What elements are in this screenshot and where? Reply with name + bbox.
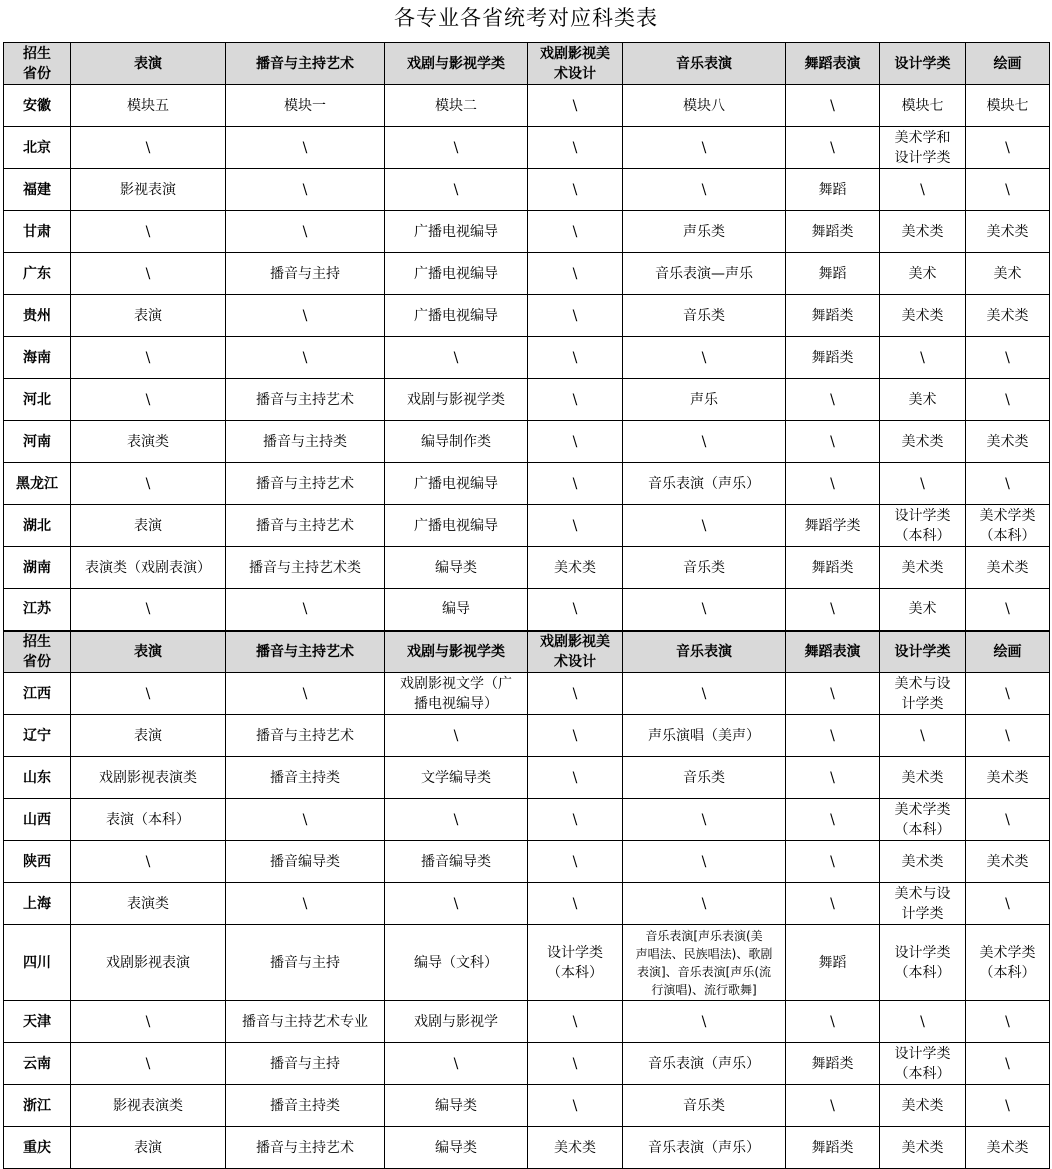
province-cell: 江西: [4, 673, 71, 715]
table-cell: 美术类: [966, 547, 1050, 589]
province-cell: 安徽: [4, 85, 71, 127]
table-cell: 广播电视编导: [385, 253, 528, 295]
table-cell: \: [528, 127, 623, 169]
table-cell: \: [786, 883, 880, 925]
table-cell: 美术类: [528, 547, 623, 589]
table-cell: 美术类: [966, 211, 1050, 253]
table-cell: \: [385, 883, 528, 925]
table-cell: 编导: [385, 589, 528, 631]
table-cell: \: [226, 127, 385, 169]
table-cell: \: [966, 1085, 1050, 1127]
table-cell: \: [71, 337, 226, 379]
header-cell: 播音与主持艺术: [226, 631, 385, 673]
table-cell: \: [623, 127, 786, 169]
table-cell: \: [966, 799, 1050, 841]
table-cell: \: [623, 589, 786, 631]
table-section-1: [4, 43, 1050, 631]
table-cell: \: [71, 211, 226, 253]
table-cell: \: [528, 589, 623, 631]
table-cell: \: [385, 169, 528, 211]
table-cell: 表演: [71, 715, 226, 757]
table-cell: 播音与主持艺术: [226, 505, 385, 547]
table-cell: 舞蹈类: [786, 211, 880, 253]
province-cell: 山东: [4, 757, 71, 799]
table-cell: 音乐表演（声乐）: [623, 1127, 786, 1169]
table-row: [4, 85, 1050, 127]
table-cell: \: [71, 253, 226, 295]
table-row: [4, 505, 1050, 547]
table-row: [4, 1043, 1050, 1085]
table-cell: \: [528, 1001, 623, 1043]
table-cell: \: [528, 211, 623, 253]
table-section-2: [4, 631, 1050, 1169]
table-cell: 美术类: [966, 757, 1050, 799]
table-cell: 美术类: [880, 1085, 966, 1127]
table-cell: \: [71, 127, 226, 169]
table-cell: 美术类: [966, 1127, 1050, 1169]
table-cell: 播音与主持艺术: [226, 463, 385, 505]
table-cell: 播音与主持艺术: [226, 379, 385, 421]
table-cell: 音乐表演（声乐）: [623, 1043, 786, 1085]
table-cell: 美术与设 计学类: [880, 673, 966, 715]
province-cell: 黑龙江: [4, 463, 71, 505]
table-row: [4, 799, 1050, 841]
table-cell: 模块七: [880, 85, 966, 127]
table-cell: \: [528, 463, 623, 505]
header-row: [4, 631, 1050, 673]
province-cell: 重庆: [4, 1127, 71, 1169]
table-cell: 编导类: [385, 1127, 528, 1169]
table-row: [4, 925, 1050, 1001]
header-cell-province: 招生 省份: [4, 43, 71, 85]
table-cell: \: [226, 589, 385, 631]
table-cell: \: [528, 421, 623, 463]
header-cell: 设计学类: [880, 631, 966, 673]
table-cell: \: [786, 841, 880, 883]
province-cell: 陕西: [4, 841, 71, 883]
table-cell: 文学编导类: [385, 757, 528, 799]
table-cell: \: [226, 211, 385, 253]
subject-category-table: [3, 42, 1050, 1169]
table-row: [4, 211, 1050, 253]
table-cell: 编导（文科）: [385, 925, 528, 1001]
table-cell: \: [528, 1085, 623, 1127]
table-cell: \: [786, 463, 880, 505]
table-cell: 美术学类 （本科）: [966, 925, 1050, 1001]
table-cell: \: [528, 379, 623, 421]
table-row: [4, 379, 1050, 421]
table-cell: 编导类: [385, 1085, 528, 1127]
table-cell: 美术类: [966, 421, 1050, 463]
table-cell: \: [623, 337, 786, 379]
table-cell: 美术类: [880, 841, 966, 883]
province-cell: 河北: [4, 379, 71, 421]
table-cell: 设计学类 （本科）: [880, 1043, 966, 1085]
table-cell: 播音与主持: [226, 925, 385, 1001]
table-cell: 播音与主持艺术: [226, 715, 385, 757]
table-cell: 广播电视编导: [385, 463, 528, 505]
table-cell: \: [528, 883, 623, 925]
table-cell: 戏剧影视文学（广 播电视编导）: [385, 673, 528, 715]
table-row: [4, 463, 1050, 505]
table-cell: 广播电视编导: [385, 211, 528, 253]
table-cell: \: [623, 673, 786, 715]
table-cell: 编导制作类: [385, 421, 528, 463]
table-cell: 美术: [966, 253, 1050, 295]
header-cell: 戏剧影视美 术设计: [528, 631, 623, 673]
header-row: [4, 43, 1050, 85]
table-cell: \: [71, 1043, 226, 1085]
table-cell: 美术学类 （本科）: [966, 505, 1050, 547]
table-cell: \: [966, 589, 1050, 631]
table-cell: \: [71, 589, 226, 631]
table-cell: \: [966, 1001, 1050, 1043]
header-cell: 舞蹈表演: [786, 631, 880, 673]
table-cell: \: [966, 883, 1050, 925]
table-row: [4, 841, 1050, 883]
table-cell: \: [528, 673, 623, 715]
table-cell: 音乐类: [623, 547, 786, 589]
table-cell: 模块七: [966, 85, 1050, 127]
province-cell: 山西: [4, 799, 71, 841]
table-cell: \: [786, 757, 880, 799]
table-cell: 舞蹈类: [786, 1127, 880, 1169]
table-cell: \: [966, 1043, 1050, 1085]
table-cell: 美术类: [528, 1127, 623, 1169]
table-cell: 播音主持类: [226, 1085, 385, 1127]
table-row: [4, 127, 1050, 169]
table-cell: \: [623, 799, 786, 841]
table-cell: \: [528, 505, 623, 547]
table-cell: 表演: [71, 295, 226, 337]
table-cell: \: [528, 799, 623, 841]
header-cell: 戏剧与影视学类: [385, 631, 528, 673]
table-row: [4, 1127, 1050, 1169]
table-cell: 音乐表演—声乐: [623, 253, 786, 295]
table-cell: 美术: [880, 253, 966, 295]
table-row: [4, 673, 1050, 715]
table-cell: 设计学类 （本科）: [880, 925, 966, 1001]
table-cell: \: [786, 127, 880, 169]
table-row: [4, 169, 1050, 211]
table-cell: \: [528, 337, 623, 379]
table-cell: 舞蹈类: [786, 337, 880, 379]
table-cell: \: [528, 295, 623, 337]
table-row: [4, 253, 1050, 295]
table-cell: \: [880, 1001, 966, 1043]
table-cell: \: [623, 505, 786, 547]
table-cell: \: [966, 463, 1050, 505]
province-cell: 云南: [4, 1043, 71, 1085]
table-row: [4, 337, 1050, 379]
table-cell: \: [786, 421, 880, 463]
table-cell: \: [786, 715, 880, 757]
table-row: [4, 757, 1050, 799]
table-cell: 美术: [880, 589, 966, 631]
table-row: [4, 295, 1050, 337]
table-cell: \: [71, 463, 226, 505]
table-row: [4, 1085, 1050, 1127]
province-cell: 广东: [4, 253, 71, 295]
table-cell: 播音与主持: [226, 253, 385, 295]
table-cell: 设计学类 （本科）: [880, 505, 966, 547]
table-cell: \: [71, 1001, 226, 1043]
header-cell: 绘画: [966, 43, 1050, 85]
province-cell: 天津: [4, 1001, 71, 1043]
header-cell: 绘画: [966, 631, 1050, 673]
table-cell: \: [528, 1043, 623, 1085]
table-cell: \: [226, 883, 385, 925]
table-cell: \: [966, 169, 1050, 211]
table-cell: 音乐类: [623, 1085, 786, 1127]
table-cell: 戏剧与影视学: [385, 1001, 528, 1043]
table-cell: 音乐表演（声乐）: [623, 463, 786, 505]
table-cell: \: [966, 127, 1050, 169]
table-cell: 广播电视编导: [385, 505, 528, 547]
header-cell: 设计学类: [880, 43, 966, 85]
table-cell: \: [385, 799, 528, 841]
table-cell: \: [71, 379, 226, 421]
province-cell: 湖南: [4, 547, 71, 589]
province-cell: 海南: [4, 337, 71, 379]
header-cell: 戏剧影视美 术设计: [528, 43, 623, 85]
table-cell: 美术类: [880, 211, 966, 253]
table-cell: \: [71, 841, 226, 883]
table-cell: \: [880, 463, 966, 505]
province-cell: 辽宁: [4, 715, 71, 757]
table-cell: \: [966, 337, 1050, 379]
table-cell: \: [966, 379, 1050, 421]
province-cell: 河南: [4, 421, 71, 463]
table-cell: \: [226, 673, 385, 715]
table-cell: \: [880, 337, 966, 379]
table-cell: 表演类: [71, 883, 226, 925]
page-title: 各专业各省统考对应科类表: [394, 6, 658, 30]
table-cell: \: [786, 1001, 880, 1043]
table-cell: 表演类: [71, 421, 226, 463]
province-cell: 浙江: [4, 1085, 71, 1127]
table-cell: \: [226, 169, 385, 211]
table-cell: 舞蹈: [786, 925, 880, 1001]
table-cell: 舞蹈类: [786, 547, 880, 589]
province-cell: 北京: [4, 127, 71, 169]
province-cell: 上海: [4, 883, 71, 925]
table-cell: 美术类: [880, 295, 966, 337]
table-cell: \: [385, 1043, 528, 1085]
table-cell: 美术与设 计学类: [880, 883, 966, 925]
table-cell: \: [623, 841, 786, 883]
table-cell: \: [528, 715, 623, 757]
table-cell: 播音与主持艺术专业: [226, 1001, 385, 1043]
table-cell: 美术: [880, 379, 966, 421]
table-cell: \: [528, 85, 623, 127]
table-cell: 舞蹈学类: [786, 505, 880, 547]
table-cell: 戏剧影视表演: [71, 925, 226, 1001]
table-cell: \: [786, 799, 880, 841]
table-cell: \: [623, 169, 786, 211]
table-cell: \: [385, 715, 528, 757]
table-cell: \: [528, 169, 623, 211]
table-cell: 播音编导类: [385, 841, 528, 883]
table-cell: 设计学类 （本科）: [528, 925, 623, 1001]
province-cell: 甘肃: [4, 211, 71, 253]
table-cell: 戏剧与影视学类: [385, 379, 528, 421]
table-row: [4, 421, 1050, 463]
table-cell: \: [786, 673, 880, 715]
table-cell: 播音与主持类: [226, 421, 385, 463]
table-cell: \: [623, 883, 786, 925]
table-cell: \: [226, 799, 385, 841]
province-cell: 贵州: [4, 295, 71, 337]
table-cell: 美术学类 （本科）: [880, 799, 966, 841]
table-row: [4, 715, 1050, 757]
table-cell: \: [880, 715, 966, 757]
table-cell: \: [528, 841, 623, 883]
table-cell: 舞蹈类: [786, 1043, 880, 1085]
table-cell: 模块一: [226, 85, 385, 127]
table-cell: \: [623, 1001, 786, 1043]
table-cell: 表演: [71, 1127, 226, 1169]
header-cell-province: 招生 省份: [4, 631, 71, 673]
table-cell: 戏剧影视表演类: [71, 757, 226, 799]
table-cell: \: [966, 715, 1050, 757]
table-cell: 音乐类: [623, 757, 786, 799]
table-row: [4, 1001, 1050, 1043]
table-cell: 模块八: [623, 85, 786, 127]
header-cell: 音乐表演: [623, 631, 786, 673]
province-cell: 湖北: [4, 505, 71, 547]
table-cell: 播音编导类: [226, 841, 385, 883]
table-cell: \: [71, 673, 226, 715]
header-cell: 音乐表演: [623, 43, 786, 85]
table-row: [4, 547, 1050, 589]
header-cell: 表演: [71, 43, 226, 85]
province-cell: 四川: [4, 925, 71, 1001]
table-cell: 声乐: [623, 379, 786, 421]
province-cell: 福建: [4, 169, 71, 211]
table-cell: 美术类: [966, 295, 1050, 337]
table-cell: \: [528, 757, 623, 799]
table-cell: 模块五: [71, 85, 226, 127]
table-cell: \: [623, 421, 786, 463]
table-cell: \: [226, 295, 385, 337]
table-cell: 音乐类: [623, 295, 786, 337]
table-cell: 影视表演: [71, 169, 226, 211]
table-cell: 播音与主持艺术类: [226, 547, 385, 589]
header-cell: 表演: [71, 631, 226, 673]
table-cell: 影视表演类: [71, 1085, 226, 1127]
table-cell: \: [786, 85, 880, 127]
table-cell: 声乐类: [623, 211, 786, 253]
table-cell: 音乐表演[声乐表演(美 声唱法、民族唱法)、歌剧 表演]、音乐表演[声乐(流 行演唱)、流行歌舞]: [623, 925, 786, 1001]
table-cell: 表演（本科）: [71, 799, 226, 841]
table-cell: \: [226, 337, 385, 379]
table-row: [4, 883, 1050, 925]
table-cell: 模块二: [385, 85, 528, 127]
table-cell: 表演: [71, 505, 226, 547]
header-cell: 戏剧与影视学类: [385, 43, 528, 85]
table-cell: \: [786, 379, 880, 421]
table-cell: 美术类: [880, 1127, 966, 1169]
table-cell: 表演类（戏剧表演）: [71, 547, 226, 589]
table-cell: \: [385, 127, 528, 169]
table-cell: \: [966, 673, 1050, 715]
table-cell: \: [528, 253, 623, 295]
header-cell: 播音与主持艺术: [226, 43, 385, 85]
table-cell: 舞蹈: [786, 169, 880, 211]
table-cell: \: [786, 1085, 880, 1127]
table-cell: 播音主持类: [226, 757, 385, 799]
table-cell: 舞蹈: [786, 253, 880, 295]
table-cell: 美术类: [880, 757, 966, 799]
table-cell: 播音与主持: [226, 1043, 385, 1085]
table-cell: 编导类: [385, 547, 528, 589]
table-cell: 美术类: [880, 421, 966, 463]
table-cell: \: [786, 589, 880, 631]
province-cell: 江苏: [4, 589, 71, 631]
table-cell: 美术类: [880, 547, 966, 589]
table-cell: 声乐演唱（美声）: [623, 715, 786, 757]
table-cell: 美术类: [966, 841, 1050, 883]
table-cell: \: [385, 337, 528, 379]
table-row: [4, 589, 1050, 631]
table-cell: 美术学和 设计学类: [880, 127, 966, 169]
header-cell: 舞蹈表演: [786, 43, 880, 85]
table-cell: 广播电视编导: [385, 295, 528, 337]
table-cell: 舞蹈类: [786, 295, 880, 337]
table-cell: \: [880, 169, 966, 211]
table-cell: 播音与主持艺术: [226, 1127, 385, 1169]
